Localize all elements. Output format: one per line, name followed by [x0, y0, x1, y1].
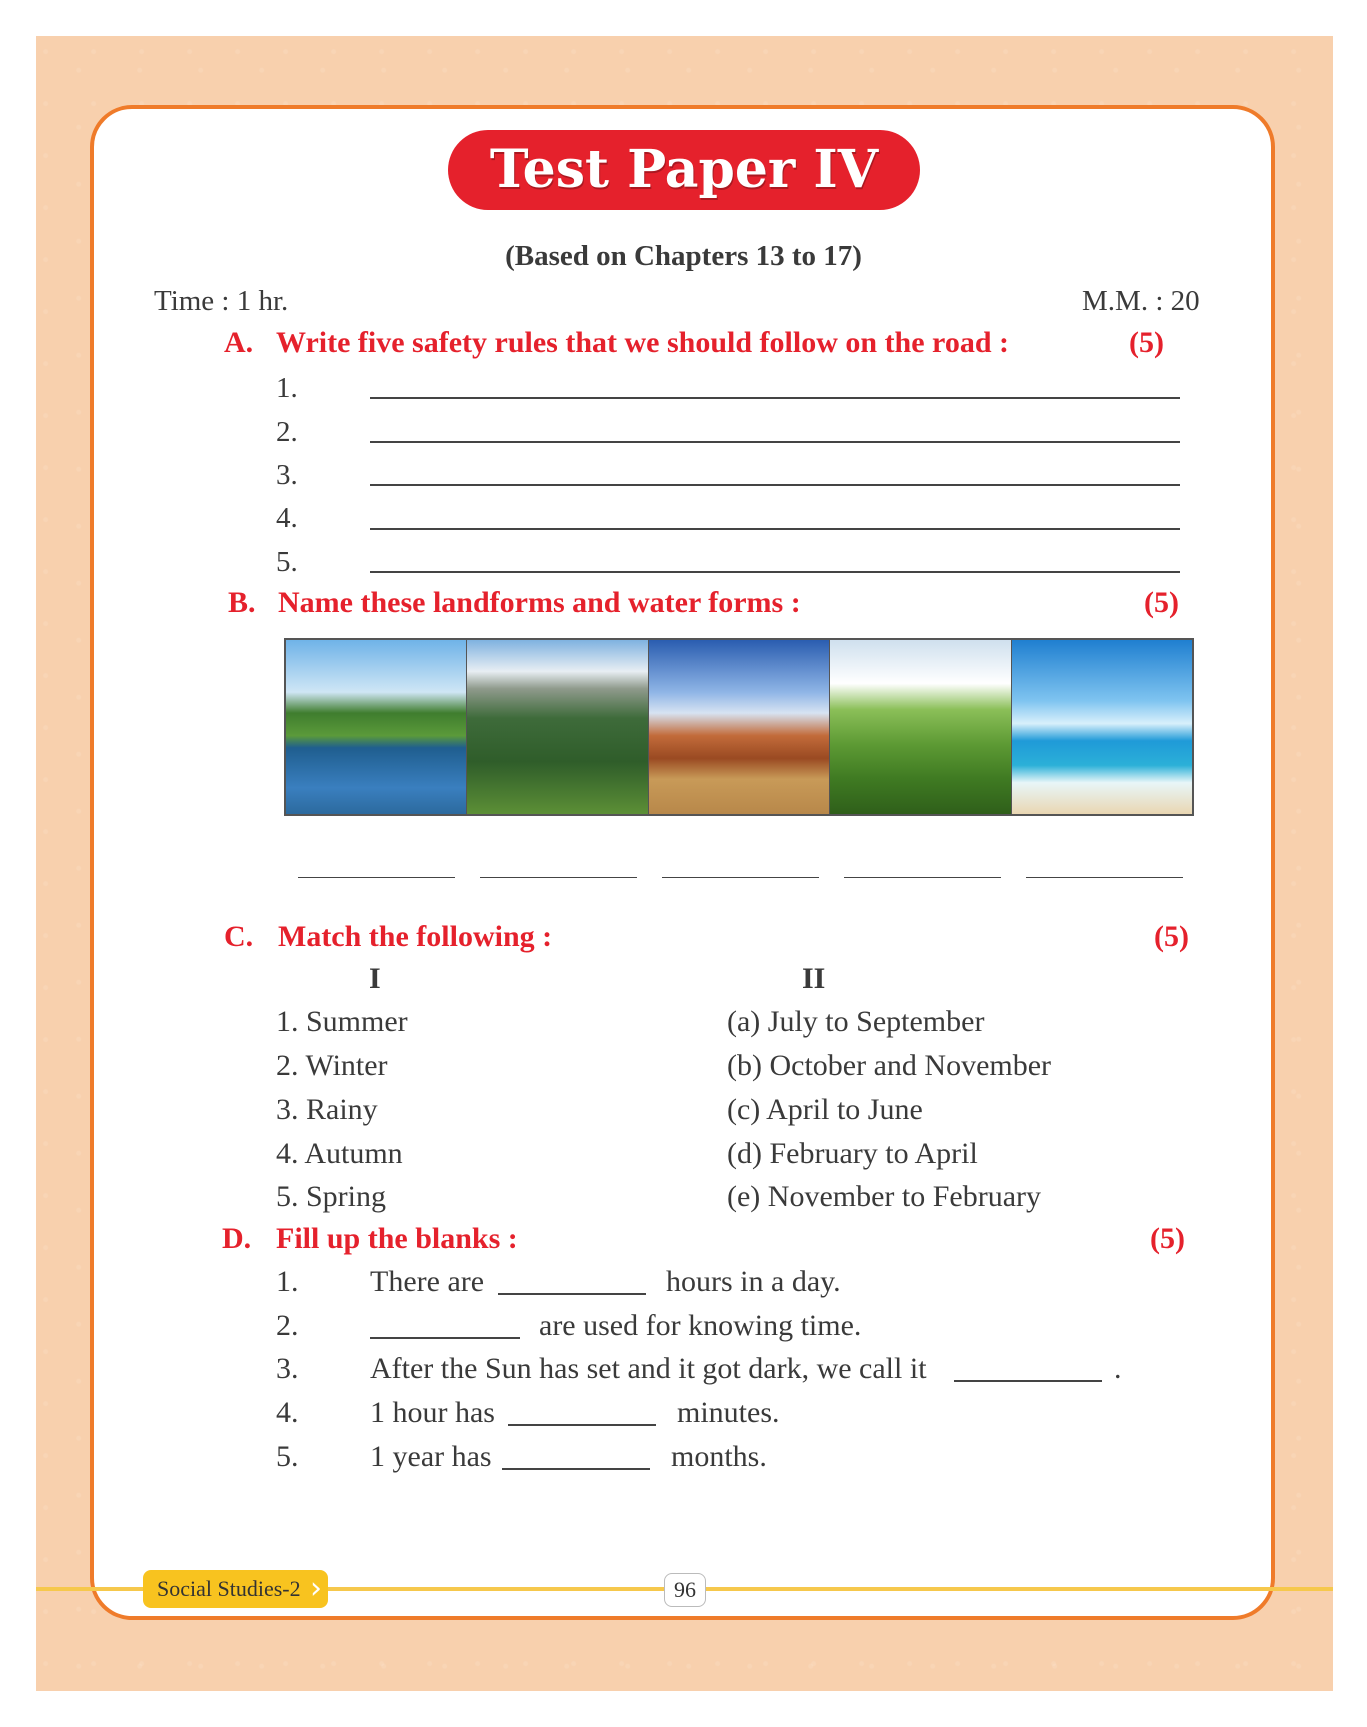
section-b-marks: (5) [1144, 586, 1179, 619]
chevron-right-icon: › [310, 1571, 322, 1606]
photo-answer-line[interactable] [662, 877, 819, 878]
blank-number: 3. [276, 1352, 299, 1385]
answer-number: 2. [276, 416, 298, 448]
section-c-marks: (5) [1154, 920, 1189, 953]
blank-text-after: minutes. [677, 1396, 780, 1429]
match-item-right: (c) April to June [727, 1093, 923, 1126]
blank-number: 5. [276, 1440, 299, 1473]
section-b-letter: B. [228, 586, 256, 619]
column-1-heading: I [369, 962, 381, 995]
page-title: Test Paper IV [448, 130, 920, 210]
answer-number: 4. [276, 502, 298, 534]
page-number: 96 [664, 1573, 706, 1607]
max-marks-label: M.M. : 20 [1082, 285, 1200, 317]
plateau-photo [649, 640, 830, 814]
match-item-right: (b) October and November [727, 1049, 1052, 1082]
section-d-marks: (5) [1150, 1222, 1185, 1255]
blank-text-after: . [1114, 1352, 1122, 1385]
match-item-right: (a) July to September [727, 1005, 985, 1038]
blank-text-before: 1 hour has [370, 1396, 495, 1429]
answer-number: 1. [276, 372, 298, 404]
answer-line[interactable] [370, 571, 1180, 573]
blank-number: 2. [276, 1309, 299, 1342]
blank-text-after: hours in a day. [666, 1265, 841, 1298]
blank-text-after: months. [671, 1440, 767, 1473]
landform-photo-strip [284, 638, 1194, 816]
fill-blank[interactable] [370, 1337, 520, 1339]
fill-blank[interactable] [498, 1293, 646, 1295]
photo-answer-line[interactable] [844, 877, 1001, 878]
answer-line[interactable] [370, 528, 1180, 530]
answer-line[interactable] [370, 397, 1180, 399]
sea-photo [1012, 640, 1192, 814]
section-b-heading: Name these landforms and water forms : [278, 586, 801, 619]
section-d-heading: Fill up the blanks : [276, 1222, 518, 1255]
answer-line[interactable] [370, 484, 1180, 486]
fill-blank[interactable] [508, 1424, 656, 1426]
section-a-marks: (5) [1129, 326, 1164, 359]
blank-text-before: After the Sun has set and it got dark, we call it [370, 1352, 927, 1385]
section-a-letter: A. [224, 326, 254, 359]
answer-number: 3. [276, 459, 298, 491]
blank-text-before: 1 year has [370, 1440, 492, 1473]
photo-answer-line[interactable] [1026, 877, 1183, 878]
photo-answer-line[interactable] [480, 877, 637, 878]
river-photo [286, 640, 467, 814]
answer-number: 5. [276, 546, 298, 578]
fill-blank[interactable] [502, 1468, 650, 1470]
match-item-left: 3. Rainy [276, 1093, 378, 1126]
mountain-photo [467, 640, 648, 814]
section-c-heading: Match the following : [278, 920, 553, 953]
match-item-right: (d) February to April [727, 1137, 978, 1170]
column-2-heading: II [802, 962, 826, 995]
blank-number: 4. [276, 1396, 299, 1429]
book-title-tag: Social Studies-2 [143, 1570, 328, 1608]
blank-text-before: There are [370, 1265, 485, 1298]
fill-blank[interactable] [954, 1380, 1102, 1382]
match-item-left: 1. Summer [276, 1005, 408, 1038]
photo-answer-line[interactable] [298, 877, 455, 878]
blank-text-after: are used for knowing time. [539, 1309, 862, 1342]
section-a-heading: Write five safety rules that we should follow on the road : [276, 326, 1010, 359]
match-item-left: 4. Autumn [276, 1137, 403, 1170]
match-item-right: (e) November to February [727, 1180, 1042, 1213]
hill-photo [830, 640, 1011, 814]
section-c-letter: C. [224, 920, 254, 953]
section-d-letter: D. [222, 1222, 252, 1255]
answer-line[interactable] [370, 441, 1180, 443]
time-label: Time : 1 hr. [154, 285, 289, 317]
match-item-left: 2. Winter [276, 1049, 388, 1082]
match-item-left: 5. Spring [276, 1180, 387, 1213]
subtitle: (Based on Chapters 13 to 17) [505, 240, 862, 272]
blank-number: 1. [276, 1265, 299, 1298]
